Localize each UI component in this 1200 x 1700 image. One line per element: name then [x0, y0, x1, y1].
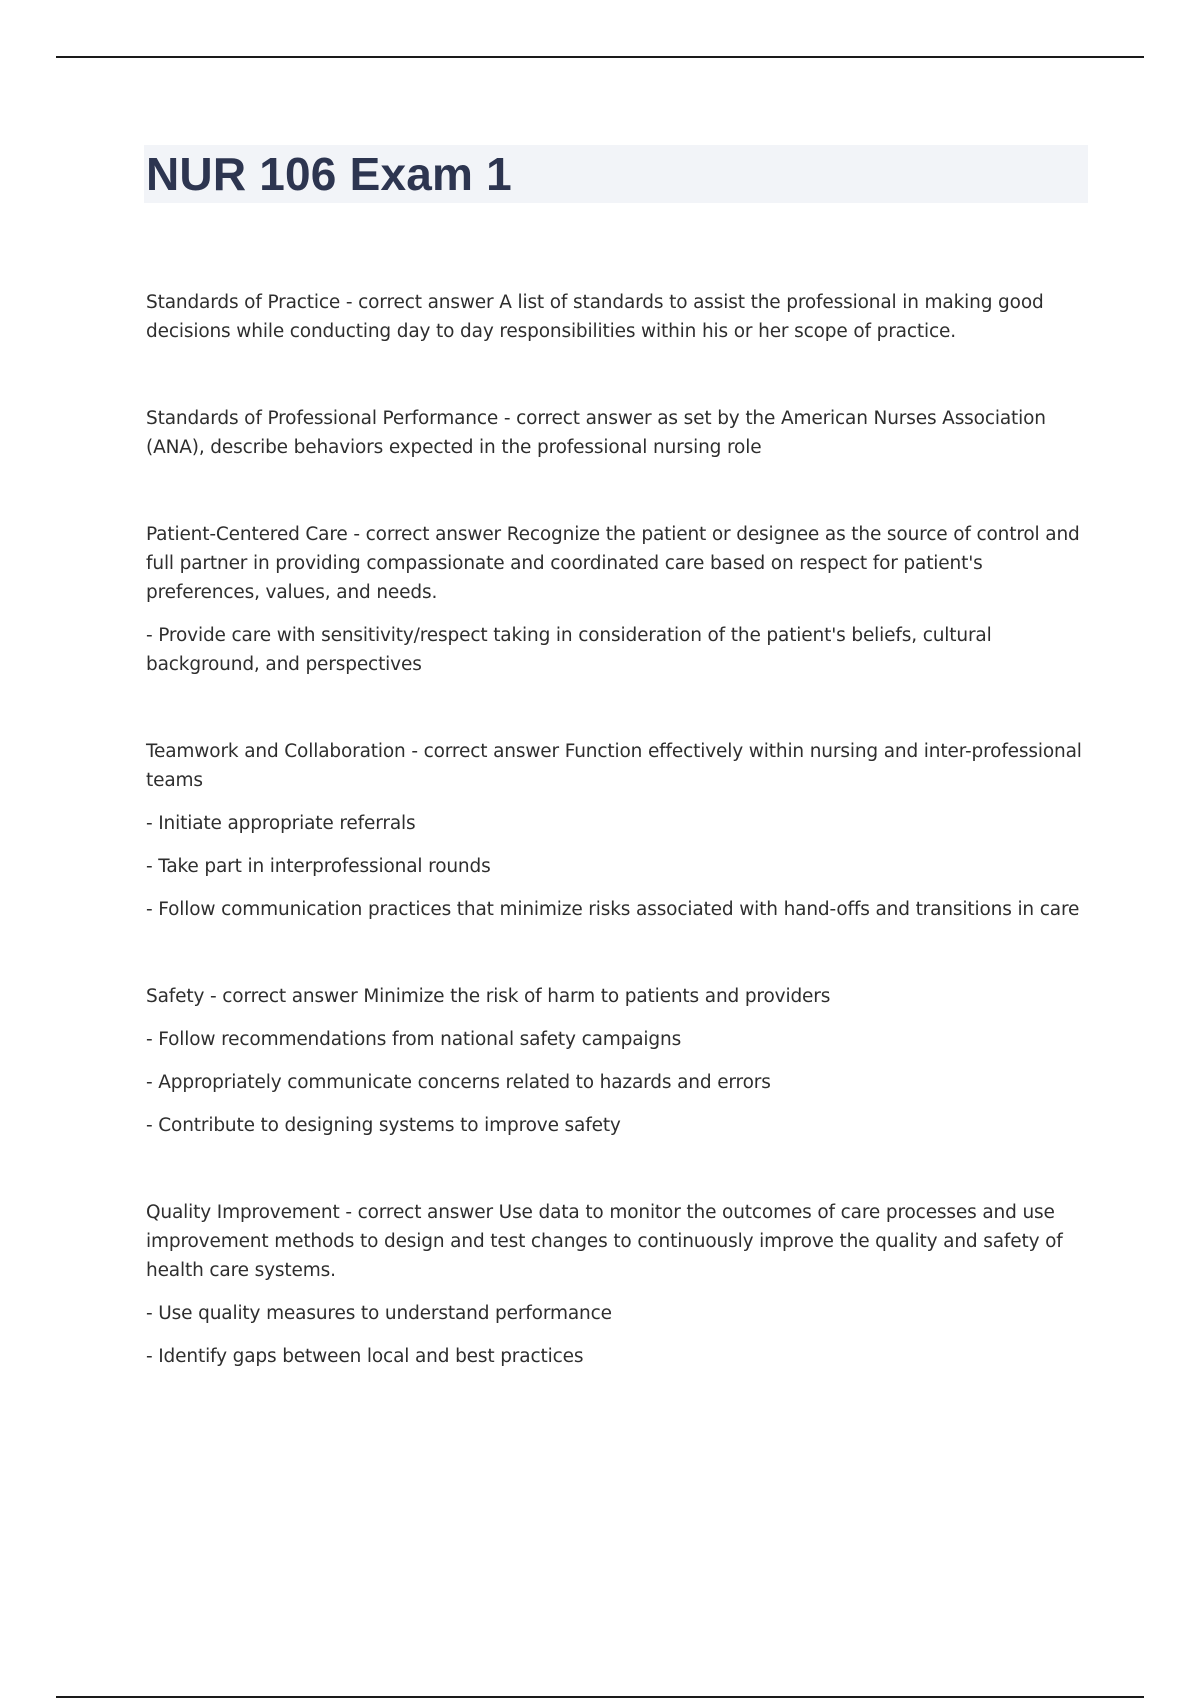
entry-bullet: - Follow recommendations from national safety campaigns	[146, 1029, 682, 1050]
entry-bullet: - Follow communication practices that minimize risks associated with hand-offs and transitions in care	[146, 899, 1080, 920]
top-rule	[56, 56, 1144, 58]
title-banner	[144, 145, 1088, 203]
bottom-rule	[56, 1696, 1144, 1698]
document-body	[146, 288, 1096, 1429]
entry-text: Standards of Professional Performance - correct answer as set by the American Nurses Association (ANA), describe behaviors expected in the professional nursing role	[146, 408, 1046, 458]
entry-patient-centered-care	[146, 520, 1096, 679]
entry-bullet: - Provide care with sensitivity/respect taking in consideration of the patient's beliefs, cultural background, and perspectives	[146, 625, 992, 675]
entry-bullet: - Take part in interprofessional rounds	[146, 856, 491, 877]
entry-bullet: - Identify gaps between local and best practices	[146, 1346, 584, 1367]
entry-text: Patient-Centered Care - correct answer Recognize the patient or designee as the source of control and full partner in providing compassionate and coordinated care based on respect for patient's preferences, values, and needs.	[146, 524, 1080, 603]
entry-standards-of-practice	[146, 288, 1096, 346]
entry-text: Safety - correct answer Minimize the risk of harm to patients and providers	[146, 986, 831, 1007]
entry-teamwork-and-collaboration	[146, 737, 1096, 924]
entry-standards-of-professional-performance	[146, 404, 1096, 462]
entry-text: Quality Improvement - correct answer Use data to monitor the outcomes of care processes and use improvement methods to design and test changes to continuously improve the quality and safety of health care systems.	[146, 1202, 1063, 1281]
entry-bullet: - Use quality measures to understand performance	[146, 1303, 612, 1324]
entry-bullet: - Appropriately communicate concerns related to hazards and errors	[146, 1072, 771, 1093]
entry-text: Standards of Practice - correct answer A list of standards to assist the professional in making good decisions while conducting day to day responsibilities within his or her scope of practice.	[146, 292, 1044, 342]
entry-quality-improvement	[146, 1198, 1096, 1371]
page-title: NUR 106 Exam 1	[146, 148, 512, 200]
entry-text: Teamwork and Collaboration - correct answer Function effectively within nursing and inter-professional teams	[146, 741, 1082, 791]
entry-bullet: - Initiate appropriate referrals	[146, 813, 416, 834]
entry-bullet: - Contribute to designing systems to improve safety	[146, 1115, 621, 1136]
entry-safety	[146, 982, 1096, 1140]
